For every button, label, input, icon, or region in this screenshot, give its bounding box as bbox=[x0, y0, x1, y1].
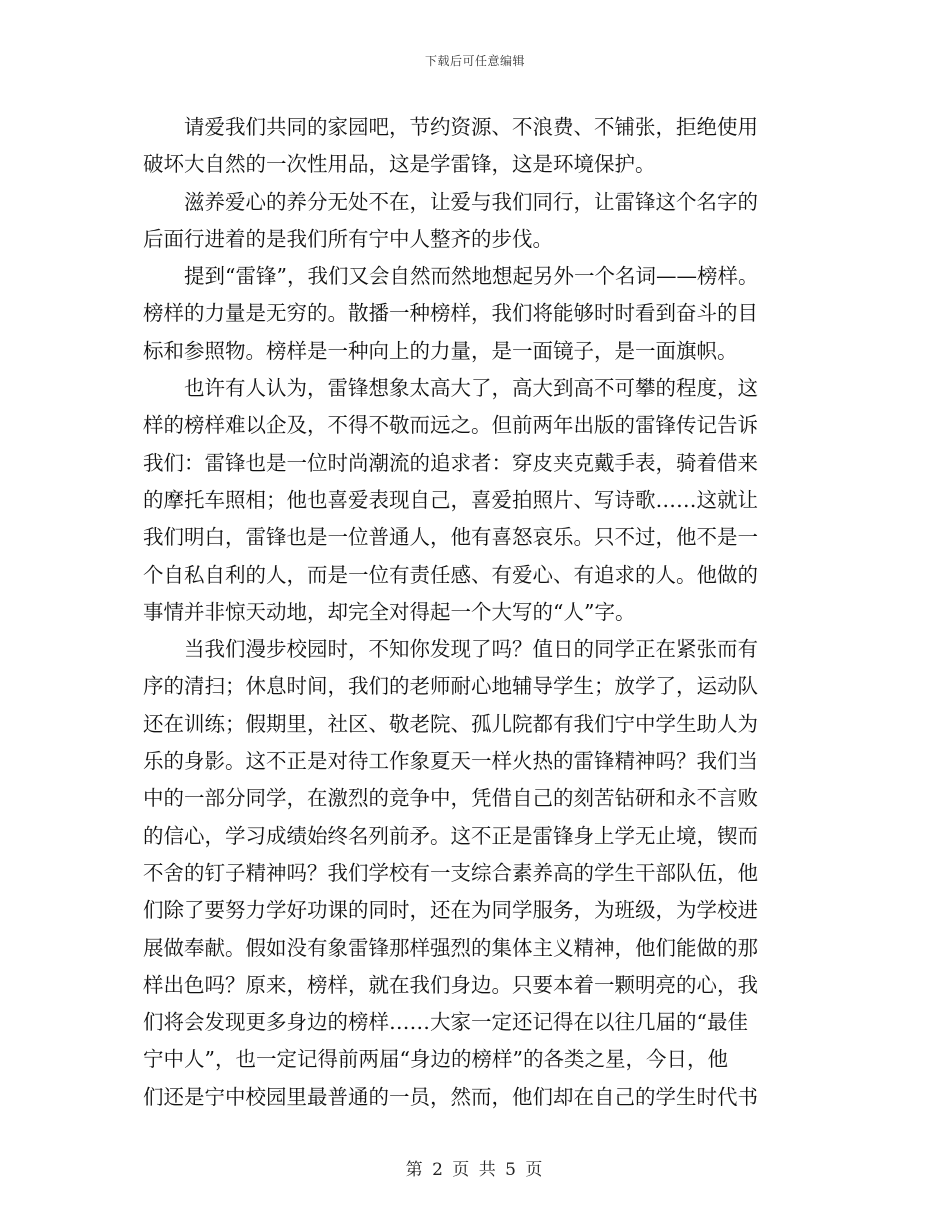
text-line: 样出色吗？原来，榜样，就在我们身边。只要本着一颗明亮的心，我 bbox=[143, 972, 758, 997]
text-line: 宁中人”，也一定记得前两届“身边的榜样”的各类之星，今日，他 bbox=[143, 1047, 728, 1072]
text-line: 我们：雷锋也是一位时尚潮流的追求者：穿皮夹克戴手表，骑着借来 bbox=[143, 450, 758, 475]
text-line: 请爱我们共同的家园吧，节约资源、不浪费、不铺张，拒绝使用 bbox=[184, 115, 758, 139]
text-line: 提到“雷锋”，我们又会自然而然地想起另外一个名词——榜样。 bbox=[184, 264, 759, 289]
paragraph bbox=[143, 184, 809, 259]
document-body bbox=[143, 109, 809, 1116]
text-line: 们将会发现更多身边的榜样……大家一定还记得在以往几届的“最佳 bbox=[143, 1010, 748, 1035]
text-line: 还在训练；假期里，社区、敬老院、孤儿院都有我们宁中学生助人为 bbox=[143, 711, 758, 736]
text-line: 乐的身影。这不正是对待工作象夏天一样火热的雷锋精神吗？我们当 bbox=[143, 749, 758, 774]
text-line: 事情并非惊天动地，却完全对得起一个大写的“人”字。 bbox=[143, 599, 636, 624]
page-header: 下载后可任意编辑 bbox=[424, 54, 525, 68]
text-line: 也许有人认为，雷锋想象太高大了，高大到高不可攀的程度，这 bbox=[184, 376, 758, 401]
text-line: 滋养爱心的养分无处不在，让爱与我们同行，让雷锋这个名字的 bbox=[184, 189, 758, 214]
paragraph bbox=[143, 109, 809, 184]
text-line: 我们明白，雷锋也是一位普通人，他有喜怒哀乐。只不过，他不是一 bbox=[143, 525, 758, 550]
paragraph bbox=[143, 370, 809, 631]
text-line: 展做奉献。假如没有象雷锋那样强烈的集体主义精神，他们能做的那 bbox=[143, 935, 758, 960]
text-line: 的摩托车照相；他也喜爱表现自己，喜爱拍照片、写诗歌……这就让 bbox=[143, 487, 758, 512]
page-number: 第 2 页 共 5 页 bbox=[405, 1160, 545, 1180]
text-line: 中的一部分同学，在激烈的竞争中，凭借自己的刻苦钻研和永不言败 bbox=[143, 786, 758, 811]
text-line: 不舍的钉子精神吗？我们学校有一支综合素养高的学生干部队伍，他 bbox=[143, 860, 758, 885]
text-line: 个自私自利的人，而是一位有责任感、有爱心、有追求的人。他做的 bbox=[143, 562, 758, 587]
text-line: 榜样的力量是无穷的。散播一种榜样，我们将能够时时看到奋斗的目 bbox=[143, 301, 758, 326]
text-line: 当我们漫步校园时，不知你发现了吗？值日的同学正在紧张而有 bbox=[184, 637, 758, 662]
text-line: 破坏大自然的一次性用品，这是学雷锋，这是环境保护。 bbox=[143, 152, 656, 177]
paragraph bbox=[143, 258, 809, 370]
text-line: 标和参照物。榜样是一种向上的力量，是一面镜子，是一面旗帜。 bbox=[143, 338, 738, 363]
text-line: 后面行进着的是我们所有宁中人整齐的步伐。 bbox=[143, 226, 553, 251]
paragraph bbox=[143, 631, 809, 1116]
text-line: 样的榜样难以企及，不得不敬而远之。但前两年出版的雷锋传记告诉 bbox=[143, 413, 758, 438]
text-line: 们除了要努力学好功课的同时，还在为同学服务，为班级，为学校进 bbox=[143, 898, 758, 923]
text-line: 序的清扫；休息时间，我们的老师耐心地辅导学生；放学了，运动队 bbox=[143, 674, 758, 699]
text-line: 们还是宁中校园里最普通的一员，然而，他们却在自己的学生时代书 bbox=[143, 1084, 758, 1109]
text-line: 的信心，学习成绩始终名列前矛。这不正是雷锋身上学无止境，锲而 bbox=[143, 823, 758, 848]
